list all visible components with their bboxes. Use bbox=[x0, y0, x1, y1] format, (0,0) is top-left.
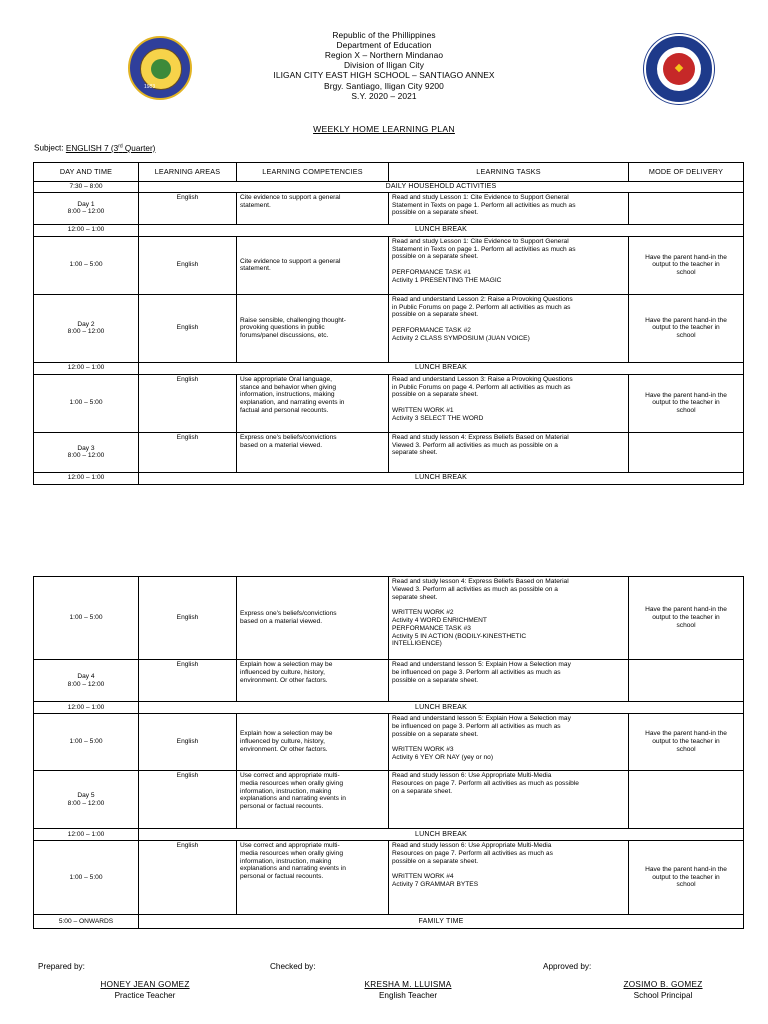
delivery-mode-cell bbox=[629, 374, 744, 432]
day-time-cell bbox=[34, 432, 139, 472]
delivery-mode-text: output to the teacher in bbox=[652, 873, 720, 881]
day-time-cell bbox=[34, 192, 139, 224]
competency-text: environment. Or other factors. bbox=[240, 745, 328, 753]
learning-task-cell bbox=[389, 841, 629, 915]
competency-text: media resources when orally giving bbox=[240, 779, 343, 787]
competency-text: Cite evidence to support a general bbox=[240, 257, 341, 265]
learning-task-text: Viewed 3. Perform all activities as much as possible on a bbox=[392, 585, 558, 593]
competency-text: personal or factual recounts. bbox=[240, 873, 324, 881]
learning-area-cell: English bbox=[139, 236, 237, 294]
subject-value: ENGLISH 7 (3rd Quarter) bbox=[65, 143, 156, 153]
competency-text: influenced by culture, history, bbox=[240, 738, 325, 746]
learning-task-text: Viewed 3. Perform all activities as much as possible on a bbox=[392, 441, 558, 449]
learning-task-text: Resources on page 7. Perform all activities as much as bbox=[392, 849, 553, 857]
header-line: ILIGAN CITY EAST HIGH SCHOOL – SANTIAGO ANNEX bbox=[273, 70, 495, 80]
checked-by-title: English Teacher bbox=[378, 991, 438, 1000]
competency-text: Express one's beliefs/convictions bbox=[240, 433, 337, 441]
delivery-mode-text: Have the parent hand-in the bbox=[645, 865, 727, 873]
day-time-text: 8:00 – 12:00 bbox=[67, 328, 105, 336]
competency-text: explanations and narrating events in bbox=[240, 795, 346, 803]
learning-plan-table-2 bbox=[33, 576, 744, 929]
delivery-mode-text: school bbox=[676, 621, 696, 629]
table-row bbox=[34, 362, 744, 374]
delivery-mode-text: Have the parent hand-in the bbox=[645, 606, 727, 614]
table-row bbox=[34, 472, 744, 484]
table-row bbox=[34, 294, 744, 362]
delivery-mode-cell bbox=[629, 577, 744, 660]
delivery-mode-text: school bbox=[676, 332, 696, 340]
learning-task-text bbox=[392, 601, 625, 609]
competency-text: Cite evidence to support a general bbox=[240, 193, 341, 201]
learning-task-text: in Public Forums on page 2. Perform all activities as much as bbox=[392, 303, 571, 311]
competency-text: stance and behavior when giving bbox=[240, 383, 337, 391]
day-time-text: 5:00 – ONWARDS bbox=[58, 917, 114, 925]
day-time-cell bbox=[34, 660, 139, 702]
day-time-text: 1:00 – 5:00 bbox=[69, 873, 103, 881]
table-row bbox=[34, 432, 744, 472]
table-row bbox=[34, 915, 744, 929]
day-time-text: Day 4 bbox=[77, 672, 95, 680]
learning-area-cell: English bbox=[139, 841, 237, 915]
learning-task-cell bbox=[389, 192, 629, 224]
competency-cell bbox=[237, 714, 389, 771]
learning-task-text: PERFORMANCE TASK #1 bbox=[392, 268, 471, 276]
learning-task-text: Read and study lesson 4: Express Beliefs Based on Material bbox=[392, 578, 569, 585]
learning-task-text: Activity 6 YEY OR NAY (yey or no) bbox=[392, 753, 494, 761]
delivery-mode-cell bbox=[629, 432, 744, 472]
learning-task-text bbox=[392, 399, 625, 407]
header-line: Brgy. Santiago, Iligan City 9200 bbox=[324, 81, 444, 91]
table-row bbox=[34, 374, 744, 432]
learning-task-text: Activity 5 IN ACTION (BODILY-KINESTHETIC bbox=[392, 632, 527, 640]
learning-task-text: possible on a separate sheet. bbox=[392, 391, 479, 399]
table-row bbox=[34, 714, 744, 771]
competency-cell bbox=[237, 192, 389, 224]
learning-task-text: possible on a separate sheet. bbox=[392, 730, 479, 738]
competency-text: information, instructions, making bbox=[240, 391, 335, 399]
header-line: Department of Education bbox=[336, 40, 432, 50]
activity-span-cell: LUNCH BREAK bbox=[139, 224, 744, 236]
day-time-cell bbox=[34, 236, 139, 294]
learning-task-text: WRITTEN WORK #3 bbox=[392, 746, 454, 754]
learning-task-text: Read and study Lesson 1: Cite Evidence to Support General bbox=[392, 237, 569, 245]
prepared-by-title: Practice Teacher bbox=[114, 991, 176, 1000]
competency-text: statement. bbox=[240, 201, 271, 209]
day-time-text: Day 1 bbox=[77, 200, 95, 208]
competency-text: influenced by culture, history, bbox=[240, 668, 325, 676]
learning-area-cell: English bbox=[139, 660, 237, 702]
activity-span-cell: DAILY HOUSEHOLD ACTIVITIES bbox=[139, 182, 744, 193]
delivery-mode-text: Have the parent hand-in the bbox=[645, 253, 727, 261]
deped-seal-icon bbox=[644, 34, 714, 104]
learning-task-text: separate sheet. bbox=[392, 593, 438, 601]
day-time-cell bbox=[34, 294, 139, 362]
learning-task-text: Read and understand lesson 5: Explain How a Selection may bbox=[392, 661, 571, 668]
header-line: Region X – Northern Mindanao bbox=[324, 50, 444, 60]
competency-text: factual and personal recounts. bbox=[240, 406, 329, 414]
learning-task-text: be influenced on page 3. Perform all activities as much as bbox=[392, 722, 561, 730]
learning-task-text: Statement in Texts on page 1. Perform all activities as much as bbox=[392, 245, 576, 253]
learning-task-text bbox=[392, 261, 625, 269]
learning-task-text: Read and understand Lesson 2: Raise a Provoking Questions bbox=[392, 295, 573, 303]
approved-by-name: ZOSIMO B. GOMEZ bbox=[623, 980, 703, 989]
day-time-cell bbox=[34, 224, 139, 236]
competency-text: based on a material viewed. bbox=[240, 618, 323, 625]
learning-task-text: Activity 3 SELECT THE WORD bbox=[392, 414, 484, 422]
learning-task-cell bbox=[389, 714, 629, 771]
prepared-by-name: HONEY JEAN GOMEZ bbox=[100, 980, 190, 989]
competency-text: Use appropriate Oral language, bbox=[240, 375, 333, 383]
delivery-mode-text: school bbox=[676, 745, 696, 753]
learning-task-text: PERFORMANCE TASK #2 bbox=[392, 326, 471, 334]
day-time-text: 1:00 – 5:00 bbox=[69, 738, 103, 746]
approved-by-label: Approved by: bbox=[543, 962, 592, 971]
approved-by-title: School Principal bbox=[633, 991, 693, 1000]
delivery-mode-text: school bbox=[676, 269, 696, 277]
subject-label: Subject: bbox=[34, 143, 66, 153]
learning-task-text bbox=[392, 319, 625, 327]
column-header: LEARNING TASKS bbox=[389, 163, 629, 182]
delivery-mode-cell bbox=[629, 841, 744, 915]
day-time-text: 8:00 – 12:00 bbox=[67, 799, 105, 807]
learning-task-text: Read and understand Lesson 3: Raise a Provoking Questions bbox=[392, 375, 573, 383]
delivery-mode-cell bbox=[629, 771, 744, 829]
column-header: LEARNING COMPETENCIES bbox=[237, 163, 389, 182]
day-time-cell bbox=[34, 771, 139, 829]
day-time-text: 12:00 – 1:00 bbox=[67, 703, 105, 711]
competency-text: Express one's beliefs/convictions bbox=[240, 610, 337, 618]
competency-text: explanation, and narrating events in bbox=[240, 399, 345, 407]
day-time-text: Day 3 bbox=[77, 444, 95, 452]
learning-task-text: Activity 2 CLASS SYMPOSIUM (JUAN VOICE) bbox=[392, 334, 530, 342]
learning-area-cell: English bbox=[139, 432, 237, 472]
day-time-cell bbox=[34, 577, 139, 660]
learning-area-cell: English bbox=[139, 374, 237, 432]
day-time-text: 12:00 – 1:00 bbox=[67, 474, 105, 482]
activity-span-cell: FAMILY TIME bbox=[139, 915, 744, 929]
learning-task-text: possible on a separate sheet. bbox=[392, 209, 479, 217]
table-row bbox=[34, 829, 744, 841]
competency-text: information, instruction, making bbox=[240, 787, 332, 795]
header-line: S.Y. 2020 – 2021 bbox=[351, 91, 417, 101]
subject-line bbox=[34, 143, 155, 153]
learning-area-cell: English bbox=[139, 771, 237, 829]
day-time-text: Day 2 bbox=[77, 320, 95, 328]
delivery-mode-cell bbox=[629, 192, 744, 224]
day-time-text: 1:00 – 5:00 bbox=[69, 399, 103, 407]
competency-text: Use correct and appropriate multi- bbox=[240, 842, 340, 849]
competency-text: explanations and narrating events in bbox=[240, 865, 346, 873]
table-row bbox=[34, 236, 744, 294]
day-time-cell bbox=[34, 915, 139, 929]
competency-cell bbox=[237, 577, 389, 660]
learning-task-text: possible on a separate sheet. bbox=[392, 311, 479, 319]
competency-text: personal or factual recounts. bbox=[240, 803, 324, 811]
table-row bbox=[34, 841, 744, 915]
delivery-mode-cell bbox=[629, 660, 744, 702]
day-time-text: 1:00 – 5:00 bbox=[69, 261, 103, 269]
learning-task-text bbox=[392, 865, 625, 873]
learning-area-cell: English bbox=[139, 192, 237, 224]
competency-text: Explain how a selection may be bbox=[240, 661, 333, 668]
learning-task-text bbox=[392, 738, 625, 746]
activity-span-cell: LUNCH BREAK bbox=[139, 472, 744, 484]
learning-task-text: Read and study Lesson 1: Cite Evidence to Support General bbox=[392, 193, 569, 201]
competency-cell bbox=[237, 374, 389, 432]
competency-cell bbox=[237, 294, 389, 362]
learning-task-text: separate sheet. bbox=[392, 449, 438, 457]
learning-task-text: Read and study lesson 4: Express Beliefs Based on Material bbox=[392, 433, 569, 441]
table-header-row bbox=[34, 163, 744, 182]
competency-cell bbox=[237, 432, 389, 472]
learning-task-cell bbox=[389, 374, 629, 432]
day-time-cell bbox=[34, 841, 139, 915]
learning-task-text: WRITTEN WORK #4 bbox=[392, 873, 454, 881]
prepared-by-label: Prepared by: bbox=[38, 962, 85, 971]
learning-task-text: on a separate sheet. bbox=[392, 787, 453, 795]
day-time-cell bbox=[34, 472, 139, 484]
day-time-text: 1:00 – 5:00 bbox=[69, 614, 103, 622]
table-row bbox=[34, 182, 744, 193]
day-time-text: 8:00 – 12:00 bbox=[67, 452, 105, 460]
table-row bbox=[34, 660, 744, 702]
competency-text: Raise sensible, challenging thought- bbox=[240, 316, 346, 324]
competency-text: Explain how a selection may be bbox=[240, 730, 333, 738]
page-title: WEEKLY HOME LEARNING PLAN bbox=[313, 124, 455, 134]
delivery-mode-text: output to the teacher in bbox=[652, 324, 720, 332]
day-time-text: 8:00 – 12:00 bbox=[67, 208, 105, 216]
day-time-cell bbox=[34, 702, 139, 714]
delivery-mode-text: output to the teacher in bbox=[652, 261, 720, 269]
delivery-mode-cell bbox=[629, 294, 744, 362]
competency-text: Use correct and appropriate multi- bbox=[240, 772, 340, 779]
learning-task-cell bbox=[389, 294, 629, 362]
learning-task-text: Statement in Texts on page 1. Perform all activities as much as bbox=[392, 201, 576, 209]
activity-span-cell: LUNCH BREAK bbox=[139, 362, 744, 374]
competency-text: forums/panel discussions, etc. bbox=[240, 332, 329, 340]
competency-text: statement. bbox=[240, 265, 271, 273]
learning-task-text: in Public Forums on page 4. Perform all activities as much as bbox=[392, 383, 571, 391]
checked-by-label: Checked by: bbox=[270, 962, 316, 971]
day-time-text: 12:00 – 1:00 bbox=[67, 830, 105, 838]
delivery-mode-text: Have the parent hand-in the bbox=[645, 316, 727, 324]
day-time-cell bbox=[34, 182, 139, 193]
day-time-cell bbox=[34, 362, 139, 374]
competency-text: based on a material viewed. bbox=[240, 441, 323, 449]
learning-task-cell bbox=[389, 432, 629, 472]
learning-task-text: Read and understand lesson 5: Explain How a Selection may bbox=[392, 715, 571, 722]
learning-task-text: INTELLIGENCE) bbox=[392, 640, 442, 648]
delivery-mode-text: school bbox=[676, 407, 696, 415]
learning-task-text: Read and study lesson 6: Use Appropriate Multi-Media bbox=[392, 772, 552, 779]
table-row bbox=[34, 224, 744, 236]
table-row bbox=[34, 577, 744, 660]
learning-area-cell: English bbox=[139, 714, 237, 771]
seal-year-text: 1983 bbox=[144, 84, 156, 90]
header-line: Republic of the Phillippines bbox=[332, 30, 436, 40]
learning-task-cell bbox=[389, 771, 629, 829]
competency-text: environment. Or other factors. bbox=[240, 676, 328, 684]
learning-task-text: Read and study lesson 6: Use Appropriate Multi-Media bbox=[392, 842, 552, 849]
learning-task-text: Resources on page 7. Perform all activities as much as possible bbox=[392, 779, 579, 787]
learning-task-text: possible on a separate sheet. bbox=[392, 857, 479, 865]
activity-span-cell: LUNCH BREAK bbox=[139, 702, 744, 714]
day-time-text: Day 5 bbox=[77, 791, 95, 799]
learning-task-cell bbox=[389, 236, 629, 294]
delivery-mode-text: output to the teacher in bbox=[652, 614, 720, 622]
column-header: DAY AND TIME bbox=[34, 163, 139, 182]
day-time-text: 8:00 – 12:00 bbox=[67, 680, 105, 688]
day-time-text: 12:00 – 1:00 bbox=[67, 226, 105, 234]
learning-task-text: possible on a separate sheet. bbox=[392, 253, 479, 261]
column-header: LEARNING AREAS bbox=[139, 163, 237, 182]
learning-task-text: WRITTEN WORK #1 bbox=[392, 406, 454, 414]
header-line: Division of Iligan City bbox=[343, 60, 425, 70]
learning-task-text: Activity 7 GRAMMAR BYTES bbox=[392, 880, 479, 888]
delivery-mode-text: output to the teacher in bbox=[652, 738, 720, 746]
checked-by-name: KRESHA M. LLUISMA bbox=[364, 980, 452, 989]
learning-area-cell: English bbox=[139, 294, 237, 362]
day-time-text: 12:00 – 1:00 bbox=[67, 364, 105, 372]
competency-cell bbox=[237, 660, 389, 702]
competency-cell bbox=[237, 841, 389, 915]
delivery-mode-cell bbox=[629, 236, 744, 294]
learning-task-text: WRITTEN WORK #2 bbox=[392, 609, 454, 617]
learning-task-cell bbox=[389, 660, 629, 702]
learning-plan-table-1 bbox=[33, 162, 744, 485]
school-seal-icon bbox=[128, 36, 192, 100]
delivery-mode-text: Have the parent hand-in the bbox=[645, 391, 727, 399]
competency-text: information, instruction, making bbox=[240, 857, 332, 865]
learning-task-text: PERFORMANCE TASK #3 bbox=[392, 624, 471, 632]
day-time-cell bbox=[34, 829, 139, 841]
competency-cell bbox=[237, 236, 389, 294]
delivery-mode-text: school bbox=[676, 881, 696, 889]
learning-task-text: Activity 1 PRESENTING THE MAGIC bbox=[392, 276, 502, 284]
delivery-mode-text: Have the parent hand-in the bbox=[645, 730, 727, 738]
competency-text: media resources when orally giving bbox=[240, 849, 343, 857]
delivery-mode-text: output to the teacher in bbox=[652, 399, 720, 407]
learning-task-text: be influenced on page 3. Perform all activities as much as bbox=[392, 668, 561, 676]
competency-cell bbox=[237, 771, 389, 829]
learning-task-text: possible on a separate sheet. bbox=[392, 676, 479, 684]
learning-task-text: Activity 4 WORD ENRICHMENT bbox=[392, 616, 487, 624]
table-row bbox=[34, 702, 744, 714]
day-time-text: 7:30 – 8:00 bbox=[69, 183, 103, 190]
column-header: MODE OF DELIVERY bbox=[629, 163, 744, 182]
delivery-mode-cell bbox=[629, 714, 744, 771]
table-row bbox=[34, 771, 744, 829]
day-time-cell bbox=[34, 714, 139, 771]
activity-span-cell: LUNCH BREAK bbox=[139, 829, 744, 841]
competency-text: provoking questions in public bbox=[240, 324, 325, 332]
learning-area-cell: English bbox=[139, 577, 237, 660]
learning-task-cell bbox=[389, 577, 629, 660]
table-row bbox=[34, 192, 744, 224]
day-time-cell bbox=[34, 374, 139, 432]
